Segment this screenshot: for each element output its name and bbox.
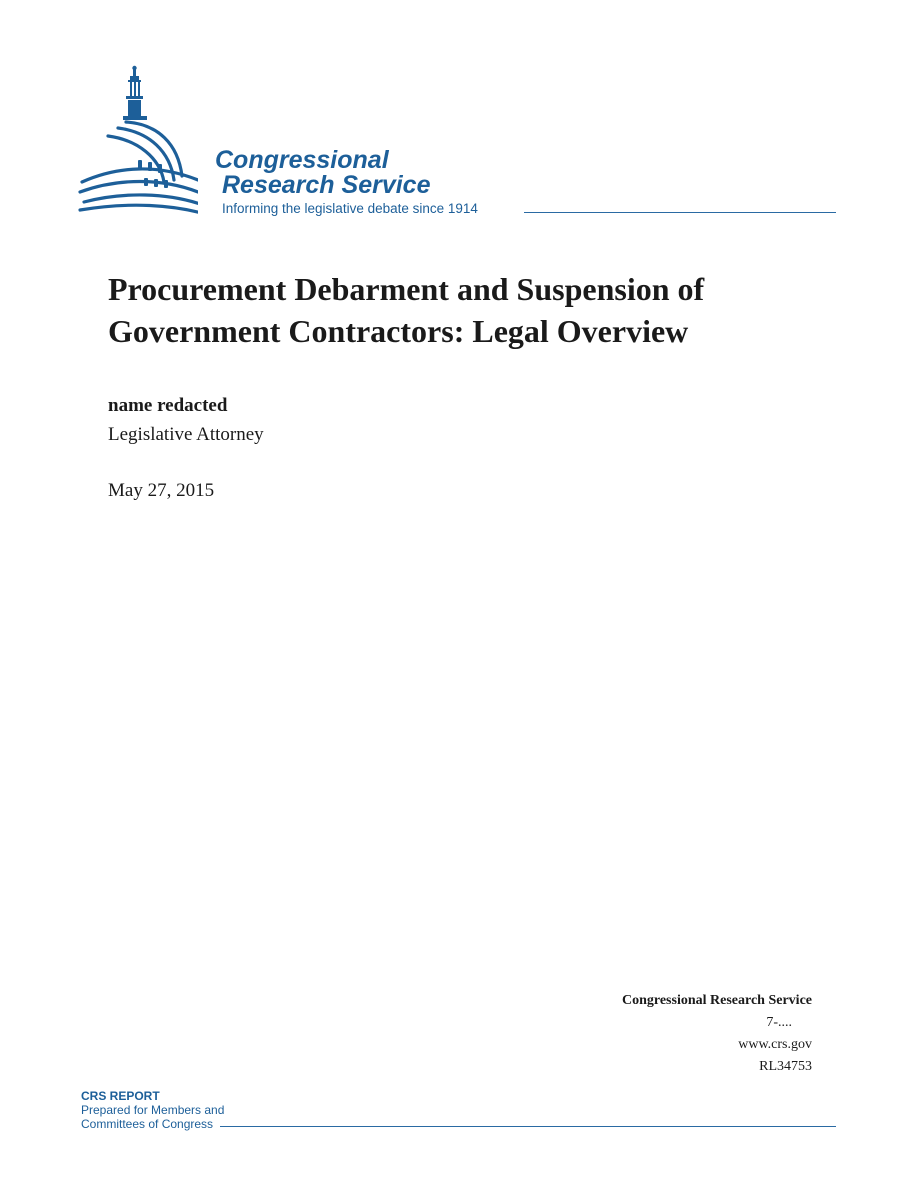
author-name: name redacted bbox=[108, 395, 228, 416]
brand-tagline: Informing the legislative debate since 1914 bbox=[222, 201, 478, 216]
brand-name-line2: Research Service bbox=[222, 171, 431, 199]
prepared-for-line2: Committees of Congress bbox=[81, 1117, 214, 1131]
capitol-dome-icon bbox=[78, 64, 198, 218]
report-number: RL34753 bbox=[759, 1059, 812, 1074]
footer-divider bbox=[220, 1126, 836, 1127]
footer-organization: Congressional Research Service bbox=[621, 993, 812, 1008]
crs-report-label: CRS REPORT bbox=[81, 1089, 160, 1103]
footer-info bbox=[622, 990, 812, 1078]
prepared-for-line1: Prepared for Members and bbox=[81, 1103, 225, 1117]
report-title: Procurement Debarment and Suspension of Government Contractors: Legal Overview bbox=[108, 271, 705, 349]
footer-code: 7-.... bbox=[766, 1015, 792, 1030]
author-title: Legislative Attorney bbox=[108, 424, 264, 445]
header-divider bbox=[524, 212, 836, 213]
publication-date: May 27, 2015 bbox=[108, 480, 215, 501]
brand-name-line1: Congressional bbox=[215, 146, 389, 174]
footer-website: www.crs.gov bbox=[738, 1037, 812, 1052]
